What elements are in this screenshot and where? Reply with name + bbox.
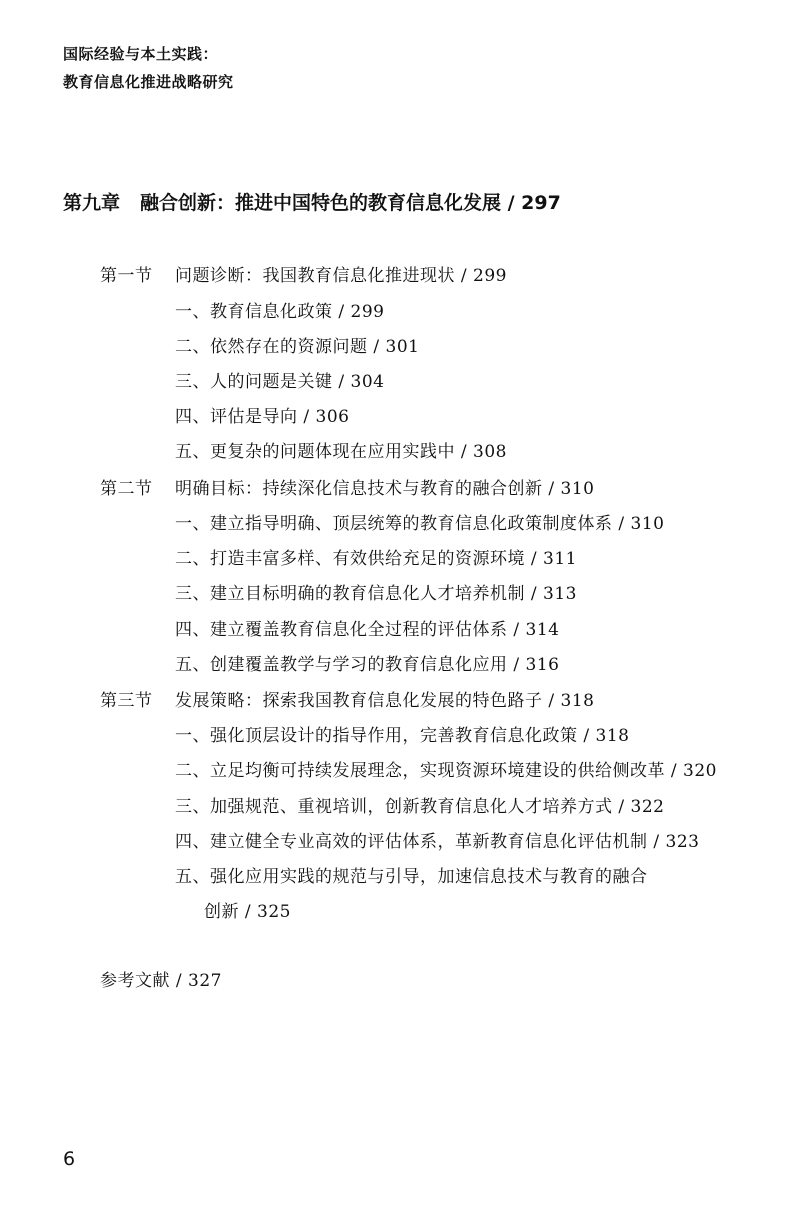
toc-item[interactable]: 二、立足均衡可持续发展理念，实现资源环境建设的供给侧改革 / 320 bbox=[175, 761, 717, 781]
section-label: 第三节 bbox=[100, 691, 153, 711]
toc-item[interactable]: 三、加强规范、重视培训，创新教育信息化人才培养方式 / 322 bbox=[175, 797, 665, 817]
toc-section-3[interactable] bbox=[100, 686, 594, 711]
toc-item-continuation[interactable]: 创新 / 325 bbox=[204, 902, 291, 922]
book-title-line2: 教育信息化推进战略研究 bbox=[63, 73, 234, 91]
book-title-line1: 国际经验与本土实践： bbox=[63, 45, 219, 63]
section-title: 明确目标：持续深化信息技术与教育的融合创新 / 310 bbox=[175, 479, 595, 499]
toc-item[interactable]: 三、建立目标明确的教育信息化人才培养机制 / 313 bbox=[175, 584, 577, 604]
chapter-heading bbox=[63, 188, 561, 215]
toc-section-1[interactable] bbox=[100, 261, 507, 286]
section-label: 第二节 bbox=[100, 479, 153, 499]
toc-section-2[interactable] bbox=[100, 474, 594, 499]
toc-item[interactable]: 五、更复杂的问题体现在应用实践中 / 308 bbox=[175, 442, 507, 462]
toc-item[interactable]: 五、创建覆盖教学与学习的教育信息化应用 / 316 bbox=[175, 655, 560, 675]
chapter-number: 第九章 bbox=[63, 192, 121, 214]
toc-references[interactable]: 参考文献 / 327 bbox=[100, 971, 222, 991]
toc-item[interactable]: 二、依然存在的资源问题 / 301 bbox=[175, 337, 420, 357]
chapter-title: 融合创新：推进中国特色的教育信息化发展 / 297 bbox=[140, 192, 561, 214]
section-title: 问题诊断：我国教育信息化推进现状 / 299 bbox=[175, 266, 507, 286]
toc-item[interactable]: 一、建立指导明确、顶层统筹的教育信息化政策制度体系 / 310 bbox=[175, 514, 665, 534]
toc-item[interactable]: 四、建立健全专业高效的评估体系，革新教育信息化评估机制 / 323 bbox=[175, 832, 700, 852]
toc-item[interactable]: 一、强化顶层设计的指导作用，完善教育信息化政策 / 318 bbox=[175, 726, 630, 746]
toc-item[interactable]: 五、强化应用实践的规范与引导，加速信息技术与教育的融合 bbox=[175, 867, 648, 887]
page-number: 6 bbox=[63, 1148, 76, 1170]
section-title: 发展策略：探索我国教育信息化发展的特色路子 / 318 bbox=[175, 691, 595, 711]
toc-item[interactable]: 三、人的问题是关键 / 304 bbox=[175, 372, 385, 392]
toc-item[interactable]: 四、建立覆盖教育信息化全过程的评估体系 / 314 bbox=[175, 620, 560, 640]
running-head bbox=[63, 40, 234, 96]
toc-item[interactable]: 四、评估是导向 / 306 bbox=[175, 407, 350, 427]
section-label: 第一节 bbox=[100, 266, 153, 286]
toc-item[interactable]: 一、教育信息化政策 / 299 bbox=[175, 302, 385, 322]
toc-item[interactable]: 二、打造丰富多样、有效供给充足的资源环境 / 311 bbox=[175, 549, 577, 569]
